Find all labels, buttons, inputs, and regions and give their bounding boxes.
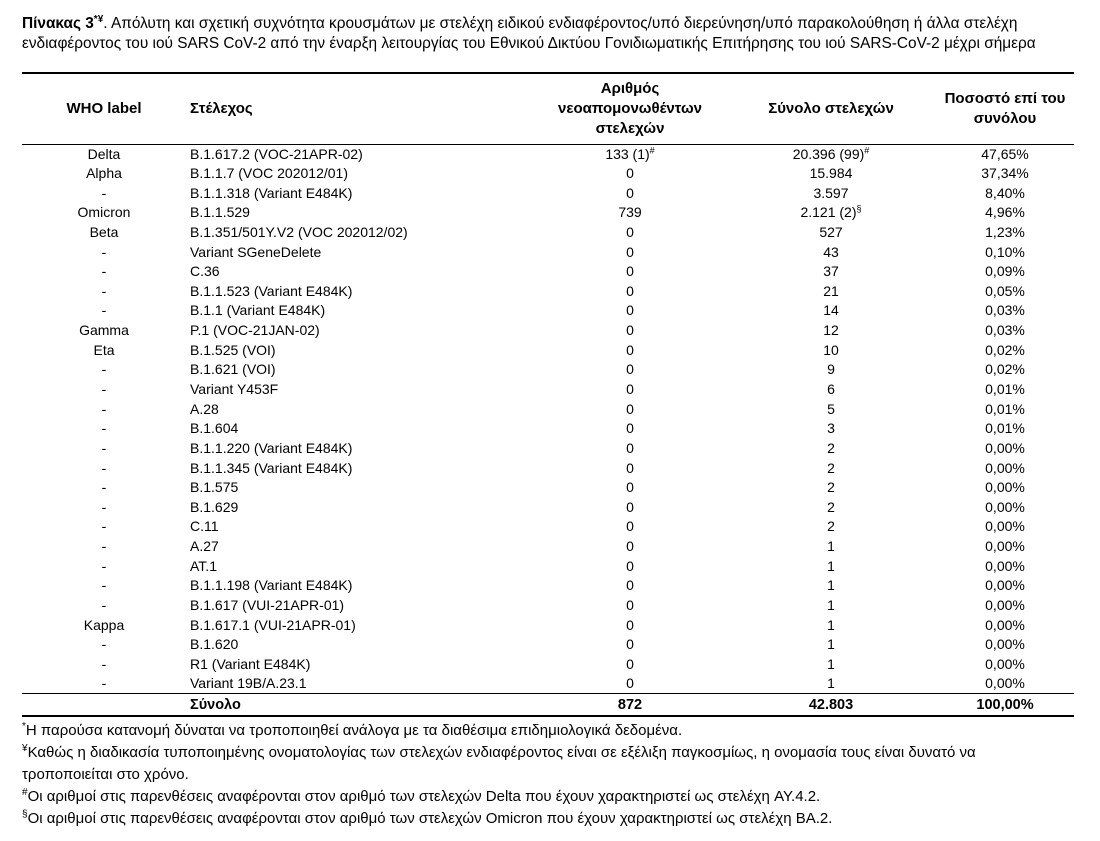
cell-strain: B.1.621 (VOI) bbox=[190, 361, 276, 378]
cell-isolated-value: 0 bbox=[626, 459, 634, 476]
cell-strain: B.1.1.198 (Variant E484K) bbox=[190, 577, 353, 594]
cell-percent: 0,03% bbox=[985, 322, 1025, 339]
cell-isolated bbox=[534, 556, 726, 576]
cell-isolated bbox=[534, 223, 726, 243]
cell-who-label: - bbox=[101, 361, 107, 378]
cell-strain: B.1.617.2 (VOC-21APR-02) bbox=[190, 145, 363, 162]
cell-percent: 0,00% bbox=[985, 557, 1025, 574]
cell-total bbox=[726, 242, 936, 262]
footnote-text: Οι αριθμοί στις παρενθέσεις αναφέρονται στον αριθμό των στελεχών Omicron που έχουν χαρακτηριστεί ως στελέχη BA.2. bbox=[27, 810, 833, 827]
cell-isolated bbox=[534, 144, 726, 164]
cell-isolated bbox=[534, 615, 726, 635]
cell-percent: 0,00% bbox=[985, 655, 1025, 672]
cell-total-value: 1 bbox=[827, 557, 835, 574]
total-row-who bbox=[22, 694, 186, 716]
cell-total bbox=[726, 419, 936, 439]
cell-strain: B.1.351/501Y.V2 (VOC 202012/02) bbox=[190, 223, 408, 240]
cell-strain: P.1 (VOC-21JAN-02) bbox=[190, 322, 320, 339]
table-row bbox=[22, 399, 1074, 419]
cell-total bbox=[726, 183, 936, 203]
cell-isolated-value: 0 bbox=[626, 597, 634, 614]
table-row bbox=[22, 360, 1074, 380]
cell-isolated bbox=[534, 498, 726, 518]
cell-total-value: 1 bbox=[827, 577, 835, 594]
cell-isolated bbox=[534, 537, 726, 557]
cell-isolated bbox=[534, 262, 726, 282]
cell-who-label: - bbox=[101, 243, 107, 260]
cell-total bbox=[726, 576, 936, 596]
cell-total bbox=[726, 144, 936, 164]
cell-isolated-value: 0 bbox=[626, 675, 634, 692]
cell-strain: C.11 bbox=[190, 518, 219, 535]
cell-isolated-value: 133 (1) bbox=[605, 145, 650, 162]
cell-percent: 8,40% bbox=[985, 184, 1025, 201]
cell-strain: B.1.1.345 (Variant E484K) bbox=[190, 459, 353, 476]
footnote-text: Οι αριθμοί στις παρενθέσεις αναφέρονται στον αριθμό των στελεχών Delta που έχουν χαρακτηριστεί ως στελέχη AY.4.2. bbox=[27, 788, 821, 805]
cell-who-label: - bbox=[101, 400, 107, 417]
cell-isolated-value: 0 bbox=[626, 420, 634, 437]
cell-total-value: 2 bbox=[827, 518, 835, 535]
table-row bbox=[22, 262, 1074, 282]
cell-total bbox=[726, 556, 936, 576]
footnote bbox=[22, 720, 1062, 742]
cell-isolated-value: 0 bbox=[626, 400, 634, 417]
cell-isolated bbox=[534, 281, 726, 301]
cell-who-label: - bbox=[101, 420, 107, 437]
cell-who-label: Eta bbox=[93, 341, 115, 358]
header-who-label: WHO label bbox=[22, 73, 186, 144]
cell-who-label: - bbox=[101, 577, 107, 594]
table-row bbox=[22, 635, 1074, 655]
cell-who-label: - bbox=[101, 459, 107, 476]
cell-isolated bbox=[534, 596, 726, 616]
cell-percent: 0,09% bbox=[985, 263, 1025, 280]
table-row bbox=[22, 655, 1074, 675]
cell-strain: B.1.604 bbox=[190, 420, 239, 437]
header-percent: Ποσοστό επί του συνόλου bbox=[936, 73, 1074, 144]
cell-total-value: 2 bbox=[827, 459, 835, 476]
footnote bbox=[22, 742, 1062, 786]
footnote-text: Η παρούσα κατανομή δύναται να τροποποιηθεί ανάλογα με τα διαθέσιμα επιδημιολογικά δεδομένα. bbox=[25, 722, 683, 739]
total-row bbox=[22, 694, 1074, 716]
cell-total-value: 12 bbox=[823, 322, 839, 339]
cell-total bbox=[726, 164, 936, 184]
cell-isolated bbox=[534, 635, 726, 655]
footnotes bbox=[22, 720, 1062, 830]
cell-who-label: - bbox=[101, 381, 107, 397]
cell-percent: 0,01% bbox=[985, 400, 1025, 417]
cell-total bbox=[726, 340, 936, 360]
cell-percent: 0,00% bbox=[985, 518, 1025, 535]
cell-who-label: Omicron bbox=[77, 204, 131, 221]
cell-total-value: 10 bbox=[823, 341, 839, 358]
cell-strain: B.1.575 bbox=[190, 479, 239, 496]
cell-total-value: 21 bbox=[823, 282, 839, 299]
cell-total bbox=[726, 223, 936, 243]
table-row bbox=[22, 301, 1074, 321]
cell-who-label: - bbox=[101, 597, 107, 614]
cell-total bbox=[726, 399, 936, 419]
cell-strain: B.1.1.220 (Variant E484K) bbox=[190, 439, 353, 456]
cell-who-label: Kappa bbox=[83, 616, 125, 633]
table-row bbox=[22, 203, 1074, 223]
cell-total-value: 527 bbox=[819, 223, 843, 240]
cell-total-value: 37 bbox=[823, 263, 839, 280]
cell-total-value: 2 bbox=[827, 498, 835, 515]
cell-isolated-value: 0 bbox=[626, 223, 634, 240]
cell-total-value: 15.984 bbox=[809, 164, 853, 181]
cell-who-label: - bbox=[101, 636, 107, 653]
cell-total-value: 3 bbox=[827, 420, 835, 437]
cell-total bbox=[726, 458, 936, 478]
total-row-percent: 100,00% bbox=[936, 694, 1074, 716]
cell-strain: AT.1 bbox=[190, 557, 217, 574]
table-row bbox=[22, 498, 1074, 518]
cell-total bbox=[726, 655, 936, 675]
cell-isolated bbox=[534, 399, 726, 419]
cell-strain: A.28 bbox=[190, 400, 219, 417]
cell-percent: 0,05% bbox=[985, 282, 1025, 299]
cell-total bbox=[726, 439, 936, 459]
table-row bbox=[22, 380, 1074, 400]
cell-total-value: 1 bbox=[827, 616, 835, 633]
cell-isolated-value: 0 bbox=[626, 381, 634, 397]
cell-isolated-value: 0 bbox=[626, 341, 634, 358]
cell-strain: A.27 bbox=[190, 538, 219, 555]
caption-label-marks: *¥ bbox=[93, 13, 104, 25]
cell-strain: B.1.629 bbox=[190, 498, 239, 515]
header-strain: Στέλεχος bbox=[186, 73, 534, 144]
table-row bbox=[22, 183, 1074, 203]
cell-total-value: 14 bbox=[823, 302, 839, 319]
cell-total bbox=[726, 203, 936, 223]
cell-total bbox=[726, 615, 936, 635]
table-row bbox=[22, 144, 1074, 164]
cell-percent: 47,65% bbox=[981, 145, 1029, 162]
table-row bbox=[22, 164, 1074, 184]
cell-isolated-value: 0 bbox=[626, 439, 634, 456]
cell-strain: B.1.617 (VUI-21APR-01) bbox=[190, 597, 345, 614]
cell-total bbox=[726, 262, 936, 282]
cell-isolated-value: 0 bbox=[626, 655, 634, 672]
cell-percent: 0,02% bbox=[985, 341, 1025, 358]
cell-isolated bbox=[534, 164, 726, 184]
cell-total bbox=[726, 321, 936, 341]
total-row-label: Σύνολο bbox=[186, 694, 534, 716]
cell-isolated-value: 0 bbox=[626, 557, 634, 574]
cell-total bbox=[726, 301, 936, 321]
cell-percent: 0,00% bbox=[985, 675, 1025, 692]
cell-isolated-value: 0 bbox=[626, 616, 634, 633]
cell-who-label: - bbox=[101, 655, 107, 672]
table-row bbox=[22, 223, 1074, 243]
cell-percent: 0,01% bbox=[985, 381, 1025, 397]
table-header-row bbox=[22, 73, 1074, 144]
cell-total bbox=[726, 517, 936, 537]
table-row bbox=[22, 321, 1074, 341]
header-total: Σύνολο στελεχών bbox=[726, 73, 936, 144]
footnote-mark: # bbox=[22, 787, 28, 798]
cell-strain: B.1.620 bbox=[190, 636, 239, 653]
table-row bbox=[22, 556, 1074, 576]
cell-percent: 0,00% bbox=[985, 616, 1025, 633]
cell-isolated bbox=[534, 360, 726, 380]
table-row bbox=[22, 537, 1074, 557]
cell-isolated-value: 0 bbox=[626, 243, 634, 260]
cell-total bbox=[726, 360, 936, 380]
cell-who-label: - bbox=[101, 538, 107, 555]
cell-isolated-value: 0 bbox=[626, 518, 634, 535]
cell-total bbox=[726, 635, 936, 655]
footnote-mark: * bbox=[22, 721, 26, 732]
table-row bbox=[22, 439, 1074, 459]
cell-total-value: 9 bbox=[827, 361, 835, 378]
cell-percent: 4,96% bbox=[985, 204, 1025, 221]
cell-total-value: 2 bbox=[827, 439, 835, 456]
cell-total bbox=[726, 281, 936, 301]
cell-who-label: - bbox=[101, 479, 107, 496]
cell-strain: Variant 19B/A.23.1 bbox=[190, 675, 307, 692]
caption-label: Πίνακας 3*¥ bbox=[22, 13, 104, 32]
cell-who-label: - bbox=[101, 302, 107, 319]
cell-who-label: Delta bbox=[87, 145, 121, 162]
cell-isolated bbox=[534, 301, 726, 321]
cell-total bbox=[726, 478, 936, 498]
cell-isolated bbox=[534, 478, 726, 498]
table-row bbox=[22, 419, 1074, 439]
cell-total-value: 6 bbox=[827, 381, 835, 397]
cell-total-value: 1 bbox=[827, 538, 835, 555]
table-row bbox=[22, 340, 1074, 360]
cell-total bbox=[726, 596, 936, 616]
cell-isolated bbox=[534, 439, 726, 459]
table-row bbox=[22, 615, 1074, 635]
footnote-mark: § bbox=[22, 809, 28, 820]
cell-isolated-value: 0 bbox=[626, 636, 634, 653]
cell-strain: B.1.1.529 bbox=[190, 204, 250, 221]
cell-who-label: - bbox=[101, 282, 107, 299]
cell-percent: 0,01% bbox=[985, 420, 1025, 437]
cell-percent: 0,00% bbox=[985, 459, 1025, 476]
cell-who-label: - bbox=[101, 675, 107, 692]
footnote-mark: # bbox=[864, 144, 870, 155]
table-row bbox=[22, 517, 1074, 537]
footnote bbox=[22, 808, 1062, 830]
cell-isolated-value: 0 bbox=[626, 302, 634, 319]
cell-who-label: - bbox=[101, 518, 107, 535]
cell-isolated bbox=[534, 183, 726, 203]
cell-isolated bbox=[534, 655, 726, 675]
cell-who-label: Beta bbox=[89, 223, 119, 240]
footnote-mark: # bbox=[649, 144, 655, 155]
footnote-mark: ¥ bbox=[22, 743, 28, 754]
cell-isolated-value: 739 bbox=[618, 204, 642, 221]
table-row bbox=[22, 576, 1074, 596]
cell-strain: Variant SGeneDelete bbox=[190, 243, 322, 260]
cell-strain: B.1.1.523 (Variant E484K) bbox=[190, 282, 353, 299]
cell-who-label: - bbox=[101, 184, 107, 201]
total-row-isolated: 872 bbox=[534, 694, 726, 716]
cell-strain: R1 (Variant E484K) bbox=[190, 655, 311, 672]
cell-isolated bbox=[534, 340, 726, 360]
cell-isolated-value: 0 bbox=[626, 538, 634, 555]
cell-total-value: 3.597 bbox=[813, 184, 849, 201]
footnote-text: Καθώς η διαδικασία τυποποιημένης ονοματολογίας των στελεχών ενδιαφέροντος είναι σε εξέλιξη παγκοσμίως, η ονομασία τους είναι δυνατό να τροποποιείται στο χρόνο. bbox=[22, 744, 976, 783]
cell-isolated-value: 0 bbox=[626, 361, 634, 378]
cell-isolated-value: 0 bbox=[626, 577, 634, 594]
cell-percent: 0,00% bbox=[985, 577, 1025, 594]
cell-total-value: 2.121 (2) bbox=[800, 204, 857, 221]
cell-total-value: 1 bbox=[827, 597, 835, 614]
cell-strain: Variant Y453F bbox=[190, 381, 279, 397]
cell-isolated-value: 0 bbox=[626, 184, 634, 201]
total-row-total: 42.803 bbox=[726, 694, 936, 716]
table-row bbox=[22, 596, 1074, 616]
cell-total-value: 1 bbox=[827, 655, 835, 672]
cell-percent: 0,00% bbox=[985, 479, 1025, 496]
cell-strain: B.1.1 (Variant E484K) bbox=[190, 302, 326, 319]
footnote bbox=[22, 786, 1062, 808]
cell-total bbox=[726, 498, 936, 518]
cell-who-label: Gamma bbox=[79, 322, 129, 339]
cell-total bbox=[726, 674, 936, 694]
cell-isolated bbox=[534, 419, 726, 439]
table-row bbox=[22, 478, 1074, 498]
cell-strain: B.1.525 (VOI) bbox=[190, 341, 276, 358]
cell-total-value: 1 bbox=[827, 636, 835, 653]
table-body bbox=[22, 144, 1074, 694]
cell-isolated bbox=[534, 674, 726, 694]
cell-percent: 0,00% bbox=[985, 538, 1025, 555]
cell-isolated-value: 0 bbox=[626, 282, 634, 299]
cell-isolated-value: 0 bbox=[626, 498, 634, 515]
cell-isolated-value: 0 bbox=[626, 322, 634, 339]
cell-isolated bbox=[534, 203, 726, 223]
cell-isolated bbox=[534, 458, 726, 478]
cell-who-label: - bbox=[101, 498, 107, 515]
cell-total-value: 20.396 (99) bbox=[792, 145, 865, 162]
caption-text: . Απόλυτη και σχετική συχνότητα κρουσμάτων με στελέχη ειδικού ενδιαφέροντος/υπό διερεύνηση/υπό παρακολούθηση ή άλλα στελέχη ενδιαφέροντος του ιού SARS CoV-2 από την έναρξη λειτουργίας του Εθνικού Δικτύου Γονιδιωματικής Επιτήρησης του ιού SARS-CoV-2 μέχρι σήμερα bbox=[22, 15, 1036, 52]
header-isolated: Αριθμός νεοαπομονωθέντων στελεχών bbox=[534, 73, 726, 144]
variants-table bbox=[22, 72, 1074, 717]
table-row bbox=[22, 242, 1074, 262]
table-row bbox=[22, 281, 1074, 301]
table-caption bbox=[22, 14, 1084, 54]
cell-isolated bbox=[534, 517, 726, 537]
cell-total-value: 5 bbox=[827, 400, 835, 417]
cell-percent: 1,23% bbox=[985, 223, 1025, 240]
cell-strain: B.1.1.7 (VOC 202012/01) bbox=[190, 164, 348, 181]
cell-strain: B.1.617.1 (VUI-21APR-01) bbox=[190, 616, 356, 633]
cell-isolated bbox=[534, 242, 726, 262]
cell-strain: B.1.1.318 (Variant E484K) bbox=[190, 184, 353, 201]
cell-isolated bbox=[534, 321, 726, 341]
cell-percent: 0,00% bbox=[985, 636, 1025, 653]
cell-percent: 0,02% bbox=[985, 361, 1025, 378]
footnote-mark: § bbox=[856, 203, 862, 214]
cell-percent: 0,00% bbox=[985, 439, 1025, 456]
cell-strain: C.36 bbox=[190, 263, 220, 280]
cell-percent: 0,10% bbox=[985, 243, 1025, 260]
cell-percent: 0,00% bbox=[985, 597, 1025, 614]
cell-total bbox=[726, 380, 936, 400]
cell-who-label: Alpha bbox=[86, 164, 122, 181]
cell-isolated bbox=[534, 380, 726, 400]
cell-total-value: 1 bbox=[827, 675, 835, 692]
cell-percent: 0,03% bbox=[985, 302, 1025, 319]
cell-percent: 37,34% bbox=[981, 164, 1029, 181]
cell-isolated-value: 0 bbox=[626, 263, 634, 280]
cell-who-label: - bbox=[101, 557, 107, 574]
cell-isolated-value: 0 bbox=[626, 164, 634, 181]
cell-isolated-value: 0 bbox=[626, 479, 634, 496]
table-row bbox=[22, 458, 1074, 478]
cell-isolated bbox=[534, 576, 726, 596]
cell-total bbox=[726, 537, 936, 557]
cell-who-label: - bbox=[101, 263, 107, 280]
cell-total-value: 2 bbox=[827, 479, 835, 496]
cell-percent: 0,00% bbox=[985, 498, 1025, 515]
cell-who-label: - bbox=[101, 439, 107, 456]
cell-total-value: 43 bbox=[823, 243, 839, 260]
table-row bbox=[22, 674, 1074, 694]
